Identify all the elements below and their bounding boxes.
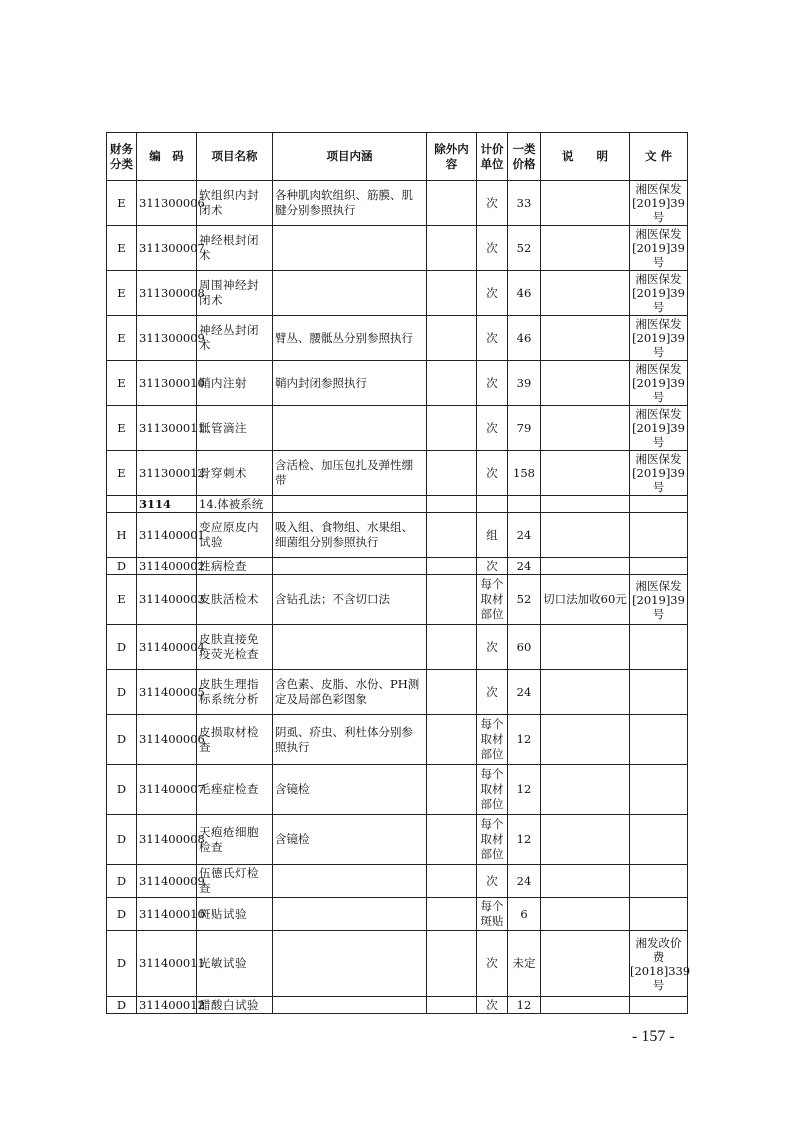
cell-name: 皮肤活检术 [197,575,273,625]
header-note: 说 明 [541,133,630,181]
cell-price: 46 [508,316,541,361]
cell-price: 52 [508,575,541,625]
cell-category: E [107,181,137,226]
cell-note [541,226,630,271]
cell-excluded [427,997,477,1014]
cell-content: 臂丛、腰骶丛分别参照执行 [273,316,427,361]
cell-code: 311300006 [137,181,197,226]
fee-schedule-table [106,132,691,1014]
cell-price: 12 [508,715,541,765]
cell-document [630,715,688,765]
cell-unit: 次 [477,451,508,496]
cell-name: 周围神经封闭术 [197,271,273,316]
cell-note [541,765,630,815]
cell-note [541,496,630,513]
cell-price: 39 [508,361,541,406]
cell-note [541,625,630,670]
cell-code: 311400010 [137,898,197,931]
cell-unit [477,496,508,513]
table-row [107,931,688,997]
cell-category: E [107,406,137,451]
cell-code: 311400002 [137,558,197,575]
cell-unit: 次 [477,625,508,670]
table-row [107,575,688,625]
cell-excluded [427,226,477,271]
cell-document [630,625,688,670]
cell-code: 311300012 [137,451,197,496]
cell-note [541,513,630,558]
cell-name: 神经根封闭术 [197,226,273,271]
cell-note [541,865,630,898]
table-row [107,406,688,451]
cell-category: H [107,513,137,558]
cell-unit: 次 [477,931,508,997]
cell-document: 湘医保发[2019]39号 [630,361,688,406]
cell-content: 各种肌肉软组织、筋膜、肌腱分别参照执行 [273,181,427,226]
cell-price: 79 [508,406,541,451]
cell-category-code: 3114 [137,496,197,513]
cell-document: 湘医保发[2019]39号 [630,181,688,226]
cell-price: 158 [508,451,541,496]
cell-content [273,865,427,898]
table-row [107,715,688,765]
cell-document: 湘医保发[2019]39号 [630,575,688,625]
cell-unit: 次 [477,226,508,271]
cell-code: 311400007 [137,765,197,815]
cell-price: 6 [508,898,541,931]
cell-excluded [427,715,477,765]
table-row [107,898,688,931]
cell-content: 含活检、加压包扎及弹性绷带 [273,451,427,496]
cell-unit: 次 [477,406,508,451]
cell-code: 311400003 [137,575,197,625]
cell-code: 311300009 [137,316,197,361]
cell-content: 含色素、皮脂、水份、PH测定及局部色彩图象 [273,670,427,715]
cell-name: 毛痤症检查 [197,765,273,815]
cell-content [273,496,427,513]
cell-price: 24 [508,558,541,575]
cell-name: 天疱疮细胞检查 [197,815,273,865]
header-document: 文 件 [630,133,688,181]
cell-note [541,558,630,575]
cell-category: E [107,271,137,316]
cell-excluded [427,451,477,496]
cell-note [541,997,630,1014]
cell-code: 311400008 [137,815,197,865]
cell-name: 鞘内注射 [197,361,273,406]
table-row [107,316,688,361]
cell-unit: 次 [477,865,508,898]
table-row [107,997,688,1014]
cell-price: 未定 [508,931,541,997]
cell-excluded [427,670,477,715]
cell-code: 311400005 [137,670,197,715]
table-row [107,181,688,226]
cell-code: 311300007 [137,226,197,271]
cell-content [273,558,427,575]
cell-note [541,815,630,865]
cell-price: 12 [508,997,541,1014]
cell-category: D [107,670,137,715]
cell-category: D [107,997,137,1014]
cell-name: 神经丛封闭术 [197,316,273,361]
cell-code: 311400009 [137,865,197,898]
cell-note [541,271,630,316]
table-row [107,513,688,558]
cell-category: D [107,931,137,997]
cell-name: 骨穿刺术 [197,451,273,496]
cell-price: 52 [508,226,541,271]
cell-unit: 次 [477,181,508,226]
header-excluded: 除外内容 [427,133,477,181]
cell-note [541,670,630,715]
cell-unit: 每个斑贴 [477,898,508,931]
cell-excluded [427,406,477,451]
page-number: - 157 - [632,1028,675,1045]
cell-name: 皮肤生理指标系统分析 [197,670,273,715]
cell-name: 皮损取材检查 [197,715,273,765]
cell-unit: 次 [477,316,508,361]
cell-document [630,815,688,865]
cell-content: 含钻孔法；不含切口法 [273,575,427,625]
table-row [107,670,688,715]
cell-document [630,558,688,575]
cell-excluded [427,865,477,898]
header-name: 项目名称 [197,133,273,181]
cell-document [630,670,688,715]
cell-category: D [107,898,137,931]
cell-unit: 每个取材部位 [477,715,508,765]
cell-code: 311400004 [137,625,197,670]
cell-category: D [107,715,137,765]
cell-code: 311300011 [137,406,197,451]
cell-category: E [107,575,137,625]
cell-price: 24 [508,865,541,898]
cell-document: 湘发改价费[2018]339号 [630,931,688,997]
cell-unit: 次 [477,997,508,1014]
table-row [107,815,688,865]
cell-category: D [107,865,137,898]
cell-name: 性病检查 [197,558,273,575]
cell-category: D [107,765,137,815]
cell-content: 吸入组、食物组、水果组、细菌组分别参照执行 [273,513,427,558]
cell-name: 光敏试验 [197,931,273,997]
cell-name: 骶管滴注 [197,406,273,451]
cell-content [273,997,427,1014]
cell-category-name: 14.体被系统 [197,496,273,513]
cell-document: 湘医保发[2019]39号 [630,271,688,316]
cell-code: 311400012 [137,997,197,1014]
cell-category: D [107,815,137,865]
cell-category: E [107,361,137,406]
cell-excluded [427,575,477,625]
cell-unit: 次 [477,361,508,406]
table-body-section-a [107,181,688,496]
cell-excluded [427,765,477,815]
cell-excluded [427,316,477,361]
cell-excluded [427,558,477,575]
cell-content: 含镜检 [273,765,427,815]
cell-price: 24 [508,670,541,715]
cell-code: 311400011 [137,931,197,997]
cell-code: 311300010 [137,361,197,406]
table-header-row [107,133,688,181]
table-row [107,625,688,670]
header-price: 一类价格 [508,133,541,181]
cell-note [541,931,630,997]
cell-unit: 次 [477,558,508,575]
cell-note [541,361,630,406]
table-row [107,451,688,496]
cell-category: E [107,316,137,361]
table-body-section-b [107,513,691,1014]
cell-price: 60 [508,625,541,670]
cell-note [541,451,630,496]
cell-excluded [427,625,477,670]
cell-category: E [107,226,137,271]
cell-name: 醋酸白试验 [197,997,273,1014]
table-row [107,558,688,575]
cell-price: 33 [508,181,541,226]
table-body-category [107,496,688,513]
cell-note [541,316,630,361]
cell-category [107,496,137,513]
cell-content [273,226,427,271]
cell-excluded [427,898,477,931]
cell-price: 46 [508,271,541,316]
cell-unit: 每个取材部位 [477,765,508,815]
cell-document: 湘医保发[2019]39号 [630,406,688,451]
cell-content [273,625,427,670]
cell-document [630,898,688,931]
cell-price: 24 [508,513,541,558]
cell-unit: 次 [477,271,508,316]
cell-content: 鞘内封闭参照执行 [273,361,427,406]
cell-content [273,271,427,316]
cell-content: 含镜检 [273,815,427,865]
cell-document [630,496,688,513]
category-row [107,496,688,513]
cell-category: D [107,558,137,575]
cell-code: 311300008 [137,271,197,316]
cell-price [508,496,541,513]
cell-document [630,865,688,898]
cell-name: 伍德氏灯检查 [197,865,273,898]
cell-note: 切口法加收60元 [541,575,630,625]
header-category: 财务分类 [107,133,137,181]
cell-name: 变应原皮内试验 [197,513,273,558]
header-unit: 计价单位 [477,133,508,181]
cell-excluded [427,181,477,226]
cell-excluded [427,931,477,997]
header-code: 编 码 [137,133,197,181]
table-row [107,361,688,406]
cell-document [630,513,688,558]
cell-document [630,997,688,1014]
cell-note [541,181,630,226]
cell-excluded [427,271,477,316]
cell-unit: 组 [477,513,508,558]
cell-excluded [427,815,477,865]
cell-document: 湘医保发[2019]39号 [630,316,688,361]
table-row [107,865,688,898]
cell-content [273,931,427,997]
cell-name: 斑贴试验 [197,898,273,931]
cell-document: 湘医保发[2019]39号 [630,226,688,271]
cell-content [273,406,427,451]
cell-price: 12 [508,815,541,865]
cell-code: 311400001 [137,513,197,558]
cell-unit: 每个取材部位 [477,575,508,625]
table-row [107,271,688,316]
cell-excluded [427,361,477,406]
cell-category: E [107,451,137,496]
cell-excluded [427,496,477,513]
cell-price: 12 [508,765,541,815]
cell-code: 311400006 [137,715,197,765]
cell-content: 阴虱、疥虫、利杜体分别参照执行 [273,715,427,765]
table-row [107,765,688,815]
cell-note [541,406,630,451]
cell-name: 软组织内封闭术 [197,181,273,226]
cell-document: 湘医保发[2019]39号 [630,451,688,496]
table-row [107,226,688,271]
cell-excluded [427,513,477,558]
cell-name: 皮肤直接免疫荧光检查 [197,625,273,670]
cell-content [273,898,427,931]
cell-note [541,898,630,931]
cell-unit: 次 [477,670,508,715]
cell-unit: 每个取材部位 [477,815,508,865]
cell-document [630,765,688,815]
cell-note [541,715,630,765]
cell-category: D [107,625,137,670]
header-content: 项目内涵 [273,133,427,181]
